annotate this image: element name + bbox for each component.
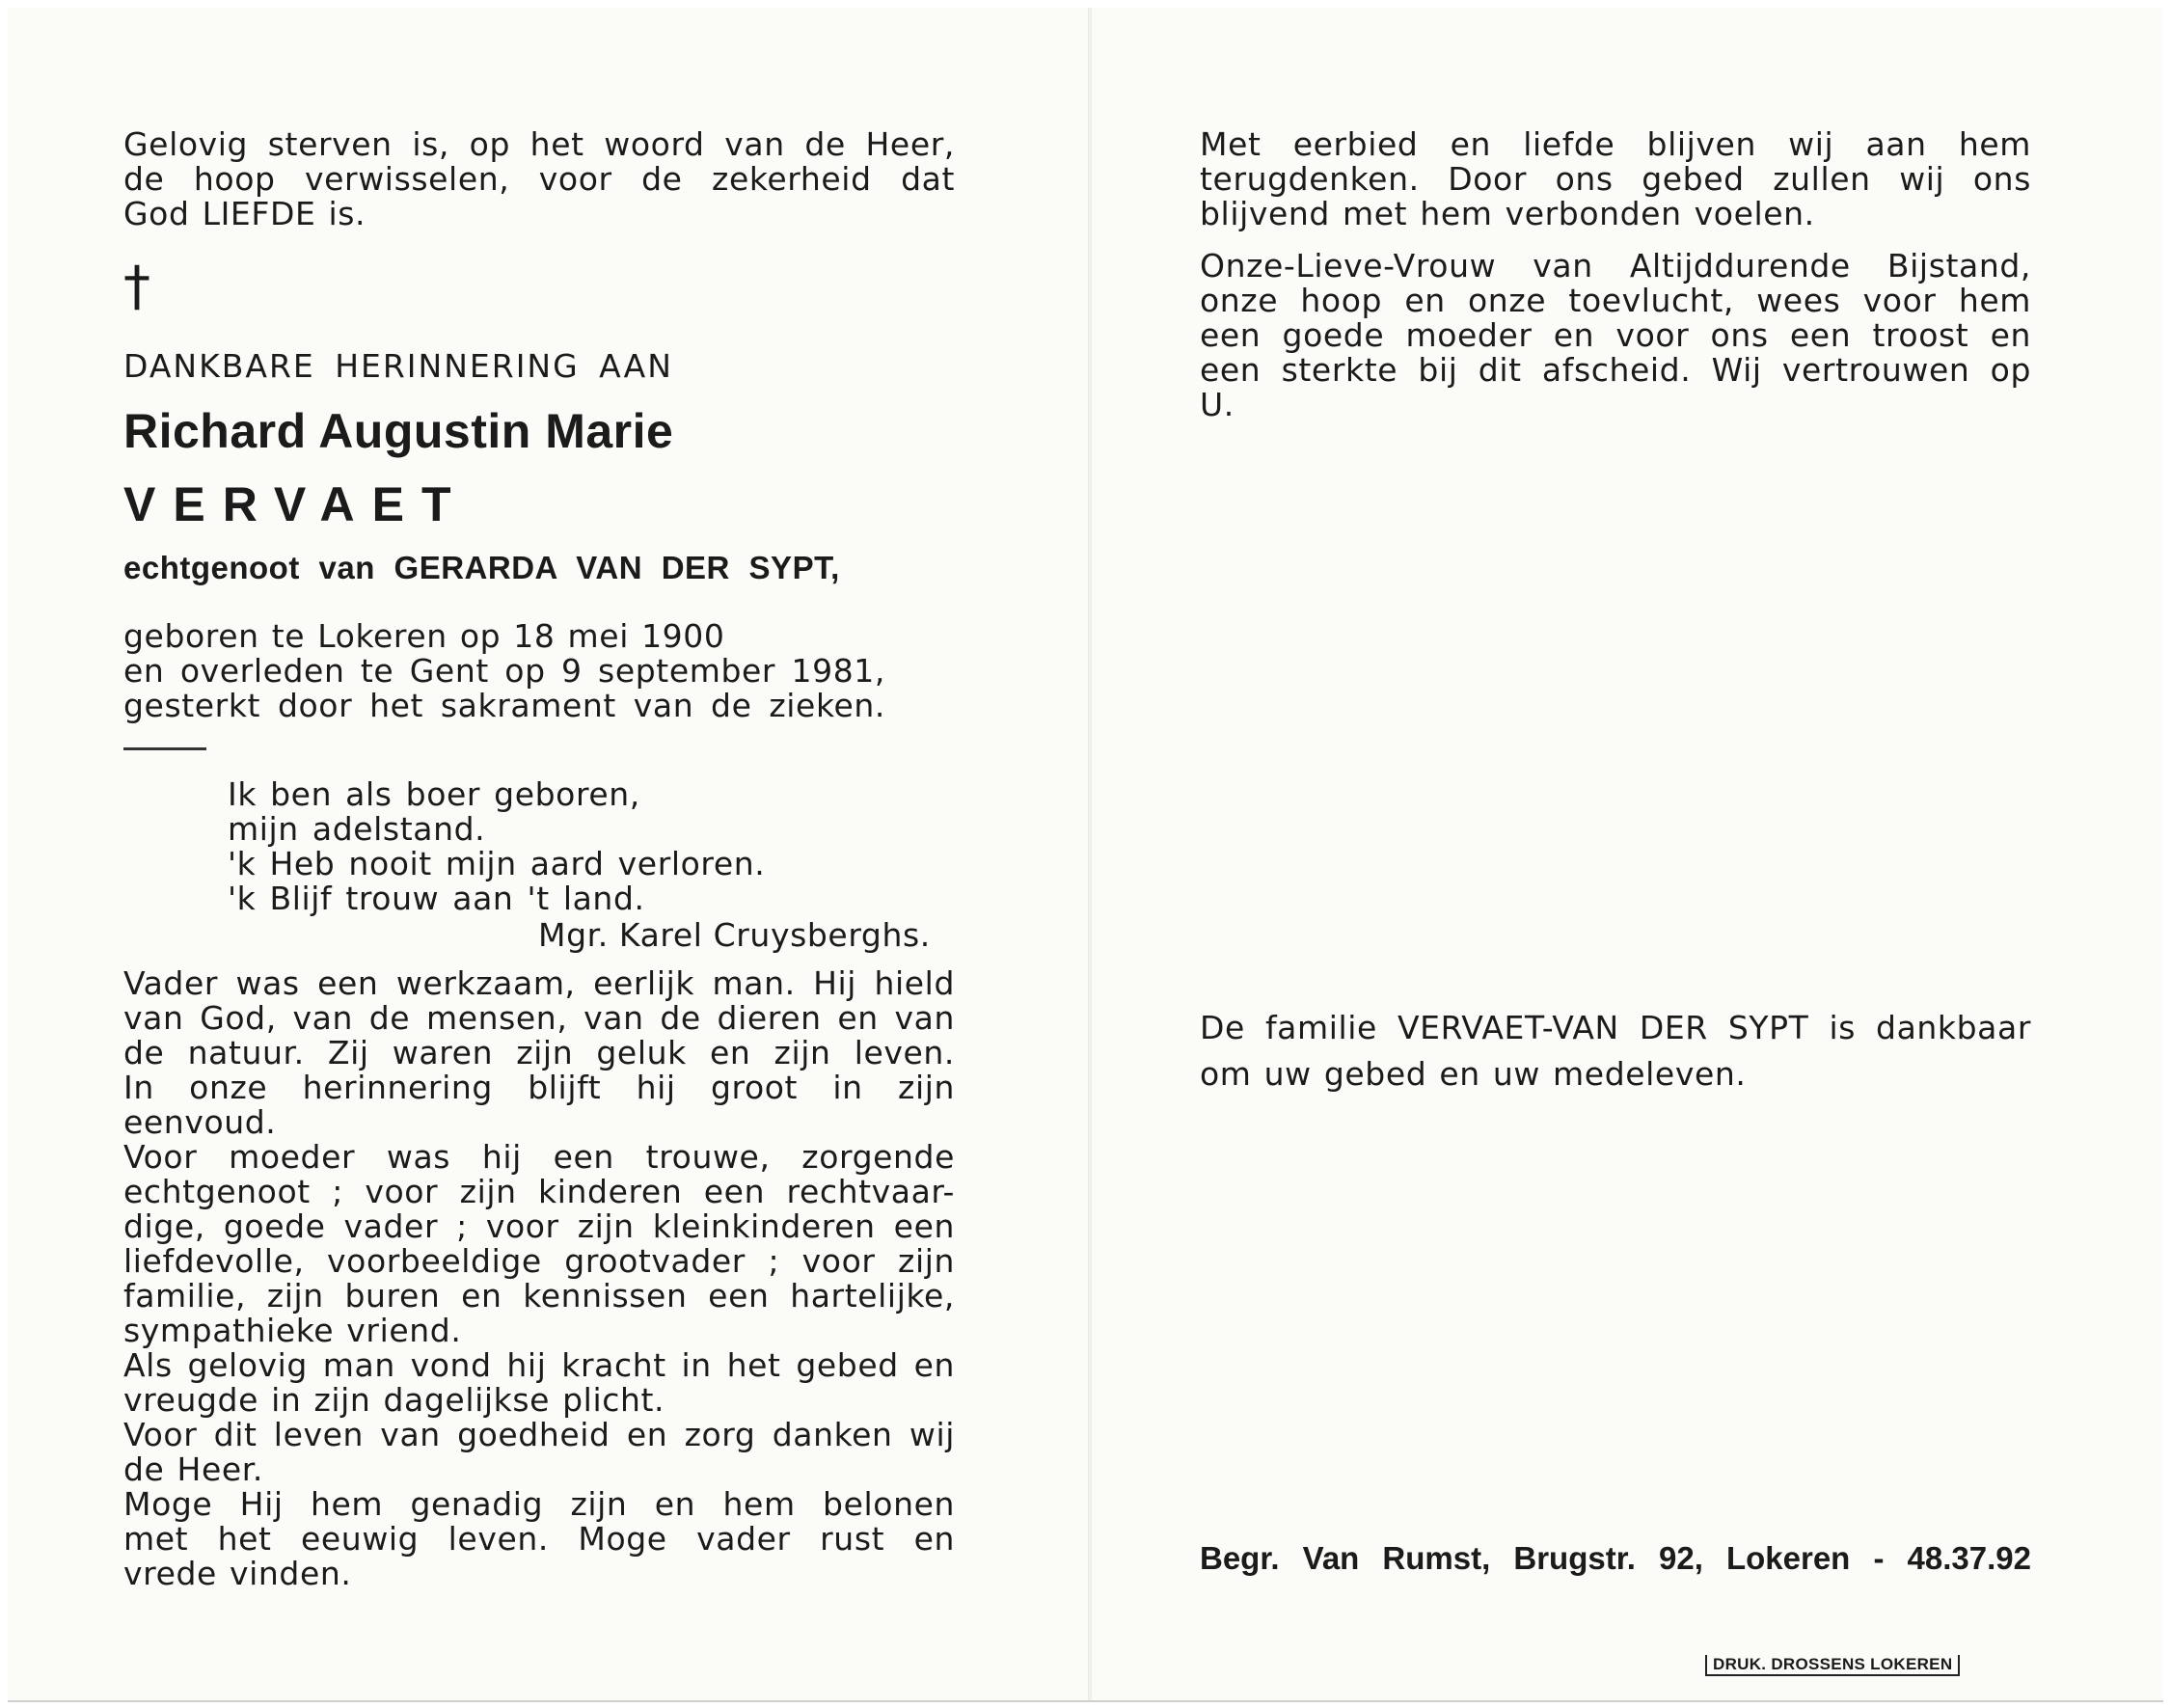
bio-line: sympathieke vriend. xyxy=(123,1312,462,1349)
bio-line: Als gelovig man vond hij kracht in het gebed en xyxy=(123,1346,955,1384)
paragraph-line: onze hoop en onze toevlucht, wees voor hem xyxy=(1200,282,2031,319)
bio-line: met het eeuwig leven. Moge vader rust en xyxy=(123,1520,955,1558)
poem xyxy=(228,777,765,916)
life-dates-line: en overleden te Gent op 9 september 1981, xyxy=(123,652,885,690)
spouse-line: echtgenoot van GERARDA VAN DER SYPT, xyxy=(123,550,840,585)
deceased-first-names: Richard Augustin Marie xyxy=(123,404,674,458)
poem-author: Mgr. Karel Cruysberghs. xyxy=(538,916,931,954)
cross-icon: † xyxy=(123,256,150,318)
paragraph-line: een goede moeder en voor ons een troost en xyxy=(1200,316,2031,354)
life-dates xyxy=(123,619,885,723)
paragraph-line: Met eerbied en liefde blijven wij aan hem xyxy=(1200,125,2031,163)
printer-imprint: DRUK. DROSSENS LOKEREN xyxy=(1705,1655,1960,1676)
paragraph-line: blijvend met hem verbonden voelen. xyxy=(1200,195,1815,232)
bio-line: dige, goede vader ; voor zijn kleinkinderen een xyxy=(123,1207,955,1245)
bio-line: de natuur. Zij waren zijn geluk en zijn leven. xyxy=(123,1034,955,1071)
bio-line: Voor dit leven van goedheid en zorg danken wij xyxy=(123,1416,955,1453)
prayer-paragraph xyxy=(1200,249,2031,422)
bio-line: vrede vinden. xyxy=(123,1555,352,1592)
bio-line: de Heer. xyxy=(123,1450,263,1488)
divider xyxy=(123,747,206,750)
life-dates-line: geboren te Lokeren op 18 mei 1900 xyxy=(123,617,725,655)
bio-line: In onze herinnering blijft hij groot in zijn xyxy=(123,1069,955,1106)
motto-line: God LIEFDE is. xyxy=(123,195,366,232)
paragraph-line: Onze-Lieve-Vrouw van Altijddurende Bijstand, xyxy=(1200,247,2031,285)
motto-line: de hoop verwisselen, voor de zekerheid dat xyxy=(123,160,955,198)
remembrance-paragraph xyxy=(1200,127,2031,231)
deceased-surname: VERVAET xyxy=(123,477,469,531)
bio-line: vreugde in zijn dagelijkse plicht. xyxy=(123,1381,665,1419)
motto xyxy=(123,127,955,231)
poem-line: mijn adelstand. xyxy=(228,810,486,848)
poem-line: Ik ben als boer geboren, xyxy=(228,775,640,813)
family-thanks-line: De familie VERVAET-VAN DER SYPT is dankbaar xyxy=(1200,1009,2031,1046)
remembrance-heading: DANKBARE HERINNERING AAN xyxy=(123,347,673,385)
paragraph-line: terugdenken. Door ons gebed zullen wij ons xyxy=(1200,160,2031,198)
poem-line: 'k Blijf trouw aan 't land. xyxy=(228,880,645,917)
bio-line: liefdevolle, voorbeeldige grootvader ; voor zijn xyxy=(123,1242,955,1280)
bio-line: van God, van de mensen, van de dieren en van xyxy=(123,999,955,1037)
undertaker-imprint: Begr. Van Rumst, Brugstr. 92, Lokeren - 48.37.92 xyxy=(1200,1540,2031,1576)
bio-line: eenvoud. xyxy=(123,1103,277,1141)
bio-line: Vader was een werkzaam, eerlijk man. Hij hield xyxy=(123,964,955,1002)
paragraph-line: een sterkte bij dit afscheid. Wij vertrouwen op xyxy=(1200,351,2031,389)
life-dates-line: gesterkt door het sakrament van de zieken. xyxy=(123,687,885,724)
bio-line: Voor moeder was hij een trouwe, zorgende xyxy=(123,1138,955,1176)
family-thanks xyxy=(1200,1005,2031,1098)
bio-line: familie, zijn buren en kennissen een hartelijke, xyxy=(123,1277,955,1315)
family-thanks-line: om uw gebed en uw medeleven. xyxy=(1200,1055,1747,1093)
biography xyxy=(123,966,955,1591)
card-fold xyxy=(1088,8,1092,1700)
bio-line: Moge Hij hem genadig zijn en hem belonen xyxy=(123,1485,955,1523)
motto-line: Gelovig sterven is, op het woord van de Heer, xyxy=(123,125,955,163)
bio-line: echtgenoot ; voor zijn kinderen een rechtvaar- xyxy=(123,1173,955,1210)
paragraph-line: U. xyxy=(1200,386,1235,423)
poem-line: 'k Heb nooit mijn aard verloren. xyxy=(228,845,766,882)
